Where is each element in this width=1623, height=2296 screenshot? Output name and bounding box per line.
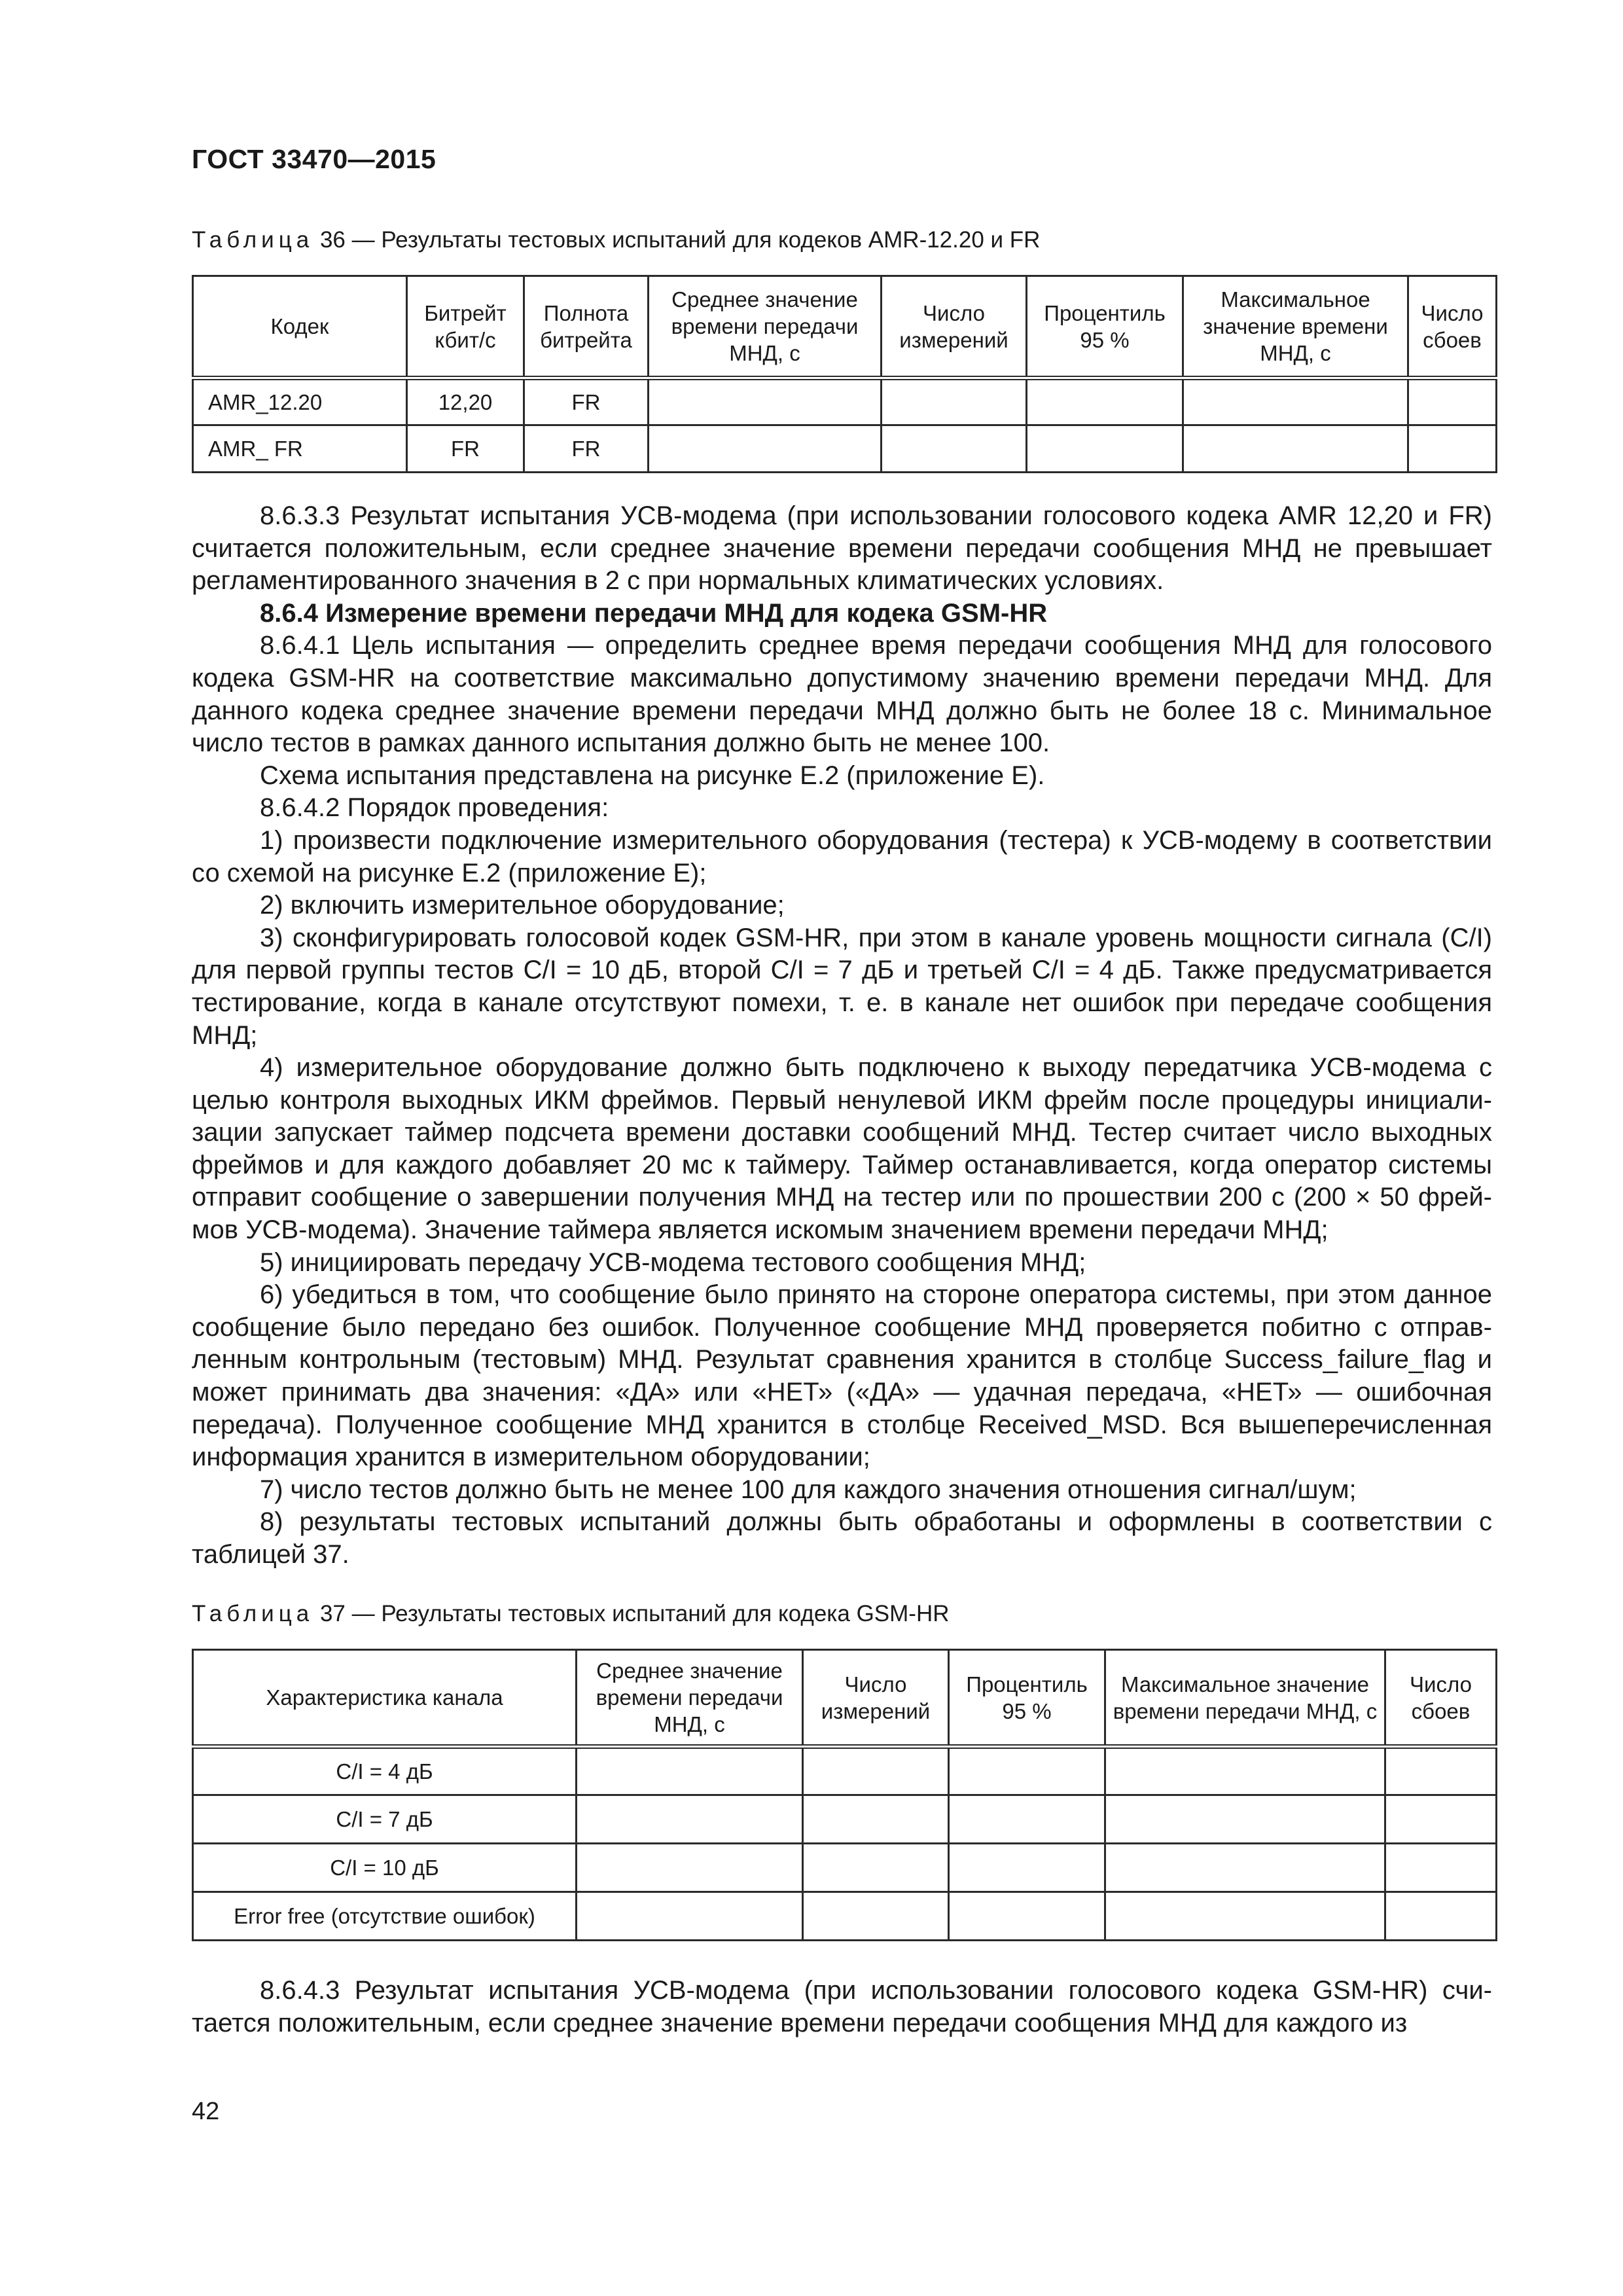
table-37-cell: [803, 1844, 949, 1892]
section-heading-8-6-4: 8.6.4 Измерение времени передачи МНД для кодека GSM-HR: [260, 598, 1048, 628]
table-37-cell: [1105, 1844, 1385, 1892]
table-36-cell: AMR_ FR: [193, 425, 407, 473]
table-36-header-cell: Максимальное значение времени МНД, с: [1183, 276, 1408, 378]
table-36-cell: [1027, 378, 1183, 425]
paragraph-8-6-4-2: 8.6.4.2 Порядок проведения:: [260, 793, 609, 823]
section-8-6-4-3-text: [192, 1975, 1492, 2039]
table-36-cell: [1408, 425, 1497, 473]
paragraph-8-6-4-1: 8.6.4.1 Цель испытания — определить среднее время передачи сообщения МНД для голосового кодека GSM-HR на соответствие максимально допустимому значению времени передачи МНД. Для данного кодека среднее значение времени передачи МНД должно быть не более 18 с. Минимальное число тестов в рамках данного испытания должно быть не менее 100.: [192, 631, 1492, 758]
table-36-header-cell: Число измерений: [882, 276, 1027, 378]
page-number: 42: [192, 2098, 220, 2125]
list-item-4: 4) измерительное оборудование должно быть подключено к выходу передатчика УСВ-модема с целью контроля выходных ИКМ фреймов. Первый ненулевой ИКМ фрейм после процедуры инициализации запускает таймер подсчета времени доставки сообщений МНД. Тестер считает число выходных фреймов и для каждого добавляет 20 мс к таймеру. Таймер останавливается, когда оператор системы отправит сообщение о завершении получения МНД на тестер или по прошествии 200 с (200 × 50 фреймов УСВ-модема). Значение таймера является искомым значением времени передачи МНД;: [192, 1053, 1492, 1245]
table-36-header-cell: Среднее значение времени передачи МНД, с: [649, 276, 882, 378]
table-36-cell: FR: [407, 425, 524, 473]
table-36-cell: FR: [524, 378, 649, 425]
table-37-cell: [1105, 1795, 1385, 1844]
list-item-3: 3) сконфигурировать голосовой кодек GSM-HR, при этом в канале уровень мощности сигнала (C/I) для первой группы тестов C/I = 10 дБ, второй C/I = 7 дБ и третьей C/I = 4 дБ. Также предусматривается тестирование, когда в канале отсутствуют помехи, т. е. в канале нет ошибок при передаче сообщения МНД;: [192, 923, 1492, 1050]
table-37-cell: [1385, 1747, 1497, 1795]
table-36-cell: AMR_12.20: [193, 378, 407, 425]
paragraph-8-6-4-3: 8.6.4.3 Результат испытания УСВ-модема (при использовании голосового кодека GSM-HR) считается положительным, если среднее значение времени передачи сообщения МНД для каждого из: [192, 1976, 1492, 2037]
list-item-1: 1) произвести подключение измерительного оборудования (тестера) к УСВ-модему в соответствии со схемой на рисунке Е.2 (приложение Е);: [192, 825, 1492, 888]
table-37-cell: [577, 1844, 803, 1892]
table-37-cell: [949, 1844, 1105, 1892]
table-36-row: [193, 378, 1497, 425]
table-36-caption-text: 36 — Результаты тестовых испытаний для кодеков AMR-12.20 и FR: [313, 227, 1041, 253]
table-37-row: [193, 1844, 1497, 1892]
table-36-header-cell: Битрейт кбит/с: [407, 276, 524, 378]
table-36-header-row: [193, 276, 1497, 378]
table-37-row: [193, 1795, 1497, 1844]
table-36-cell: FR: [524, 425, 649, 473]
table-37-cell: [1385, 1795, 1497, 1844]
table-36-caption: [192, 227, 1040, 253]
table-36-cell: [882, 378, 1027, 425]
table-36-header-cell: Число сбоев: [1408, 276, 1497, 378]
table-37-cell: [803, 1892, 949, 1941]
table-36-cell: [1027, 425, 1183, 473]
list-item-7: 7) число тестов должно быть не менее 100 для каждого значения отношения сигнал/шум;: [260, 1475, 1357, 1504]
list-item-8: 8) результаты тестовых испытаний должны быть обработаны и оформлены в соответствии с таблицей 37.: [192, 1507, 1492, 1569]
table-37-caption: [192, 1601, 950, 1627]
table-36-cell: [882, 425, 1027, 473]
table-36-cell: [649, 378, 882, 425]
table-37-cell: C/I = 4 дБ: [193, 1747, 577, 1795]
table-36-header-cell: Полнота битрейта: [524, 276, 649, 378]
table-37-cell: [803, 1795, 949, 1844]
table-37: [192, 1649, 1497, 1941]
table-37-row: [193, 1747, 1497, 1795]
table-37-caption-prefix: Таблица: [192, 1601, 314, 1626]
list-item-2: 2) включить измерительное оборудование;: [260, 891, 785, 920]
table-36-cell: [649, 425, 882, 473]
table-37-cell: [1105, 1747, 1385, 1795]
list-item-6: 6) убедиться в том, что сообщение было принято на стороне оператора системы, при этом данное сообщение было передано без ошибок. Полученное сообщение МНД проверяется побитно с отправленным контрольным (тестовым) МНД. Результат сравнения хранится в столбце Success_failure_flag и может принимать два значения: «ДА» или «НЕТ» («ДА» — удачная передача, «НЕТ» — ошибочная передача). Полученное сообщение МНД хранится в столбце Received_MSD. Вся вышеперечисленная информация хранится в измерительном оборудовании;: [192, 1280, 1492, 1472]
table-36-cell: [1408, 378, 1497, 425]
paragraph-8-6-3-3: 8.6.3.3 Результат испытания УСВ-модема (при использовании голосового кодека AMR 12,20 и FR) считается положительным, если среднее значение времени передачи сообщения МНД не превышает регламентированного значения в 2 с при нормальных климатических условиях.: [192, 501, 1492, 596]
table-37-cell: [1105, 1892, 1385, 1941]
table-37-cell: [577, 1747, 803, 1795]
table-37-cell: [1385, 1844, 1497, 1892]
section-8-6-text: [192, 500, 1492, 1571]
table-37-cell: [1385, 1892, 1497, 1941]
table-37-row: [193, 1892, 1497, 1941]
table-37-header-row: [193, 1650, 1497, 1747]
table-36-row: [193, 425, 1497, 473]
list-item-5: 5) инициировать передачу УСВ-модема тестового сообщения МНД;: [260, 1247, 1086, 1277]
table-37-cell: C/I = 7 дБ: [193, 1795, 577, 1844]
table-37-cell: [949, 1795, 1105, 1844]
table-37-header-cell: Характеристика канала: [193, 1650, 577, 1747]
table-37-cell: [949, 1892, 1105, 1941]
document-code-header: ГОСТ 33470—2015: [192, 144, 437, 174]
table-36: [192, 275, 1497, 473]
table-37-header-cell: Среднее значение времени передачи МНД, с: [577, 1650, 803, 1747]
table-36-cell: [1183, 378, 1408, 425]
paragraph-scheme-ref: Схема испытания представлена на рисунке Е.2 (приложение Е).: [260, 761, 1045, 790]
table-37-header-cell: Максимальное значение времени передачи МНД, с: [1105, 1650, 1385, 1747]
table-36-cell: [1183, 425, 1408, 473]
table-37-header-cell: Процентиль 95 %: [949, 1650, 1105, 1747]
table-37-cell: [577, 1795, 803, 1844]
table-36-header-cell: Процентиль 95 %: [1027, 276, 1183, 378]
table-37-header-cell: Число сбоев: [1385, 1650, 1497, 1747]
table-37-cell: C/I = 10 дБ: [193, 1844, 577, 1892]
table-36-caption-prefix: Таблица: [192, 227, 314, 253]
table-37-caption-text: 37 — Результаты тестовых испытаний для кодека GSM-HR: [313, 1601, 950, 1626]
table-36-header-cell: Кодек: [193, 276, 407, 378]
table-37-cell: [949, 1747, 1105, 1795]
table-37-cell: [577, 1892, 803, 1941]
table-37-cell: [803, 1747, 949, 1795]
table-37-cell: Error free (отсутствие ошибок): [193, 1892, 577, 1941]
table-36-cell: 12,20: [407, 378, 524, 425]
table-37-header-cell: Число измерений: [803, 1650, 949, 1747]
